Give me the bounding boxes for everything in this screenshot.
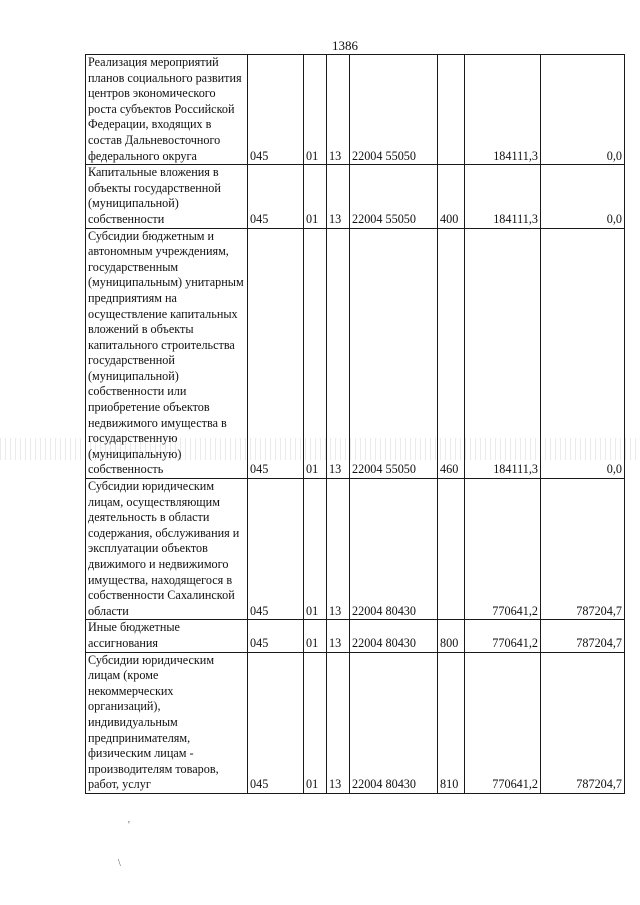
table-row <box>86 479 625 620</box>
amount-year1-cell: 770641,2 <box>465 479 541 620</box>
target-article-code-cell: 22004 80430 <box>350 479 438 620</box>
subsection-code-cell: 13 <box>327 479 350 620</box>
row-name-cell: Субсидии юридическим лицам (кроме некоммерческих организаций), индивидуальным предпринимателям, физическим лицам - производителям товаров, работ, услуг <box>86 652 248 793</box>
page-number: 1386 <box>332 38 358 53</box>
table-row <box>86 652 625 793</box>
row-name-cell: Иные бюджетные ассигнования <box>86 620 248 652</box>
expense-type-code-cell <box>438 479 465 620</box>
section-code-cell: 01 <box>304 479 327 620</box>
subsection-code-cell: 13 <box>327 652 350 793</box>
amount-year2-cell: 0,0 <box>541 55 625 165</box>
row-name-cell: Реализация мероприятий планов социального развития центров экономического роста субъектов Российской Федерации, входящих в состав Дальневосточного федерального округа <box>86 55 248 165</box>
amount-year2-cell: 787204,7 <box>541 479 625 620</box>
amount-year1-cell: 184111,3 <box>465 55 541 165</box>
subsection-code-cell: 13 <box>327 165 350 228</box>
row-name-cell: Субсидии бюджетным и автономным учреждениям, государственным (муниципальным) унитарным предприятиям на осуществление капитальных вложений в объекты капитального строительства государственной (муниципальной) собственности или приобретение объектов недвижимого имущества в государственную (муниципальную) собственность <box>86 228 248 479</box>
scan-speck: ' <box>128 820 130 831</box>
amount-year1-cell: 770641,2 <box>465 620 541 652</box>
target-article-code-cell: 22004 55050 <box>350 228 438 479</box>
amount-year2-cell: 787204,7 <box>541 652 625 793</box>
expense-type-code-cell <box>438 55 465 165</box>
budget-table <box>85 54 625 794</box>
table-row <box>86 228 625 479</box>
section-code-cell: 01 <box>304 165 327 228</box>
amount-year2-cell: 0,0 <box>541 228 625 479</box>
amount-year1-cell: 184111,3 <box>465 228 541 479</box>
expense-type-code-cell: 800 <box>438 620 465 652</box>
expense-type-code-cell: 400 <box>438 165 465 228</box>
target-article-code-cell: 22004 55050 <box>350 165 438 228</box>
amount-year2-cell: 787204,7 <box>541 620 625 652</box>
admin-code-cell: 045 <box>248 55 304 165</box>
amount-year1-cell: 184111,3 <box>465 165 541 228</box>
section-code-cell: 01 <box>304 55 327 165</box>
amount-year2-cell: 0,0 <box>541 165 625 228</box>
subsection-code-cell: 13 <box>327 620 350 652</box>
scan-speck: \ <box>118 858 121 869</box>
amount-year1-cell: 770641,2 <box>465 652 541 793</box>
admin-code-cell: 045 <box>248 479 304 620</box>
budget-table-body <box>86 55 625 794</box>
table-row <box>86 165 625 228</box>
target-article-code-cell: 22004 55050 <box>350 55 438 165</box>
section-code-cell: 01 <box>304 228 327 479</box>
row-name-cell: Субсидии юридическим лицам, осуществляющим деятельность в области содержания, обслуживания и эксплуатации объектов движимого и недвижимого имущества, находящегося в собственности Сахалинской области <box>86 479 248 620</box>
table-row <box>86 620 625 652</box>
target-article-code-cell: 22004 80430 <box>350 652 438 793</box>
subsection-code-cell: 13 <box>327 228 350 479</box>
admin-code-cell: 045 <box>248 620 304 652</box>
section-code-cell: 01 <box>304 620 327 652</box>
admin-code-cell: 045 <box>248 165 304 228</box>
target-article-code-cell: 22004 80430 <box>350 620 438 652</box>
row-name-cell: Капитальные вложения в объекты государственной (муниципальной) собственности <box>86 165 248 228</box>
expense-type-code-cell: 460 <box>438 228 465 479</box>
expense-type-code-cell: 810 <box>438 652 465 793</box>
admin-code-cell: 045 <box>248 228 304 479</box>
section-code-cell: 01 <box>304 652 327 793</box>
subsection-code-cell: 13 <box>327 55 350 165</box>
admin-code-cell: 045 <box>248 652 304 793</box>
table-row <box>86 55 625 165</box>
